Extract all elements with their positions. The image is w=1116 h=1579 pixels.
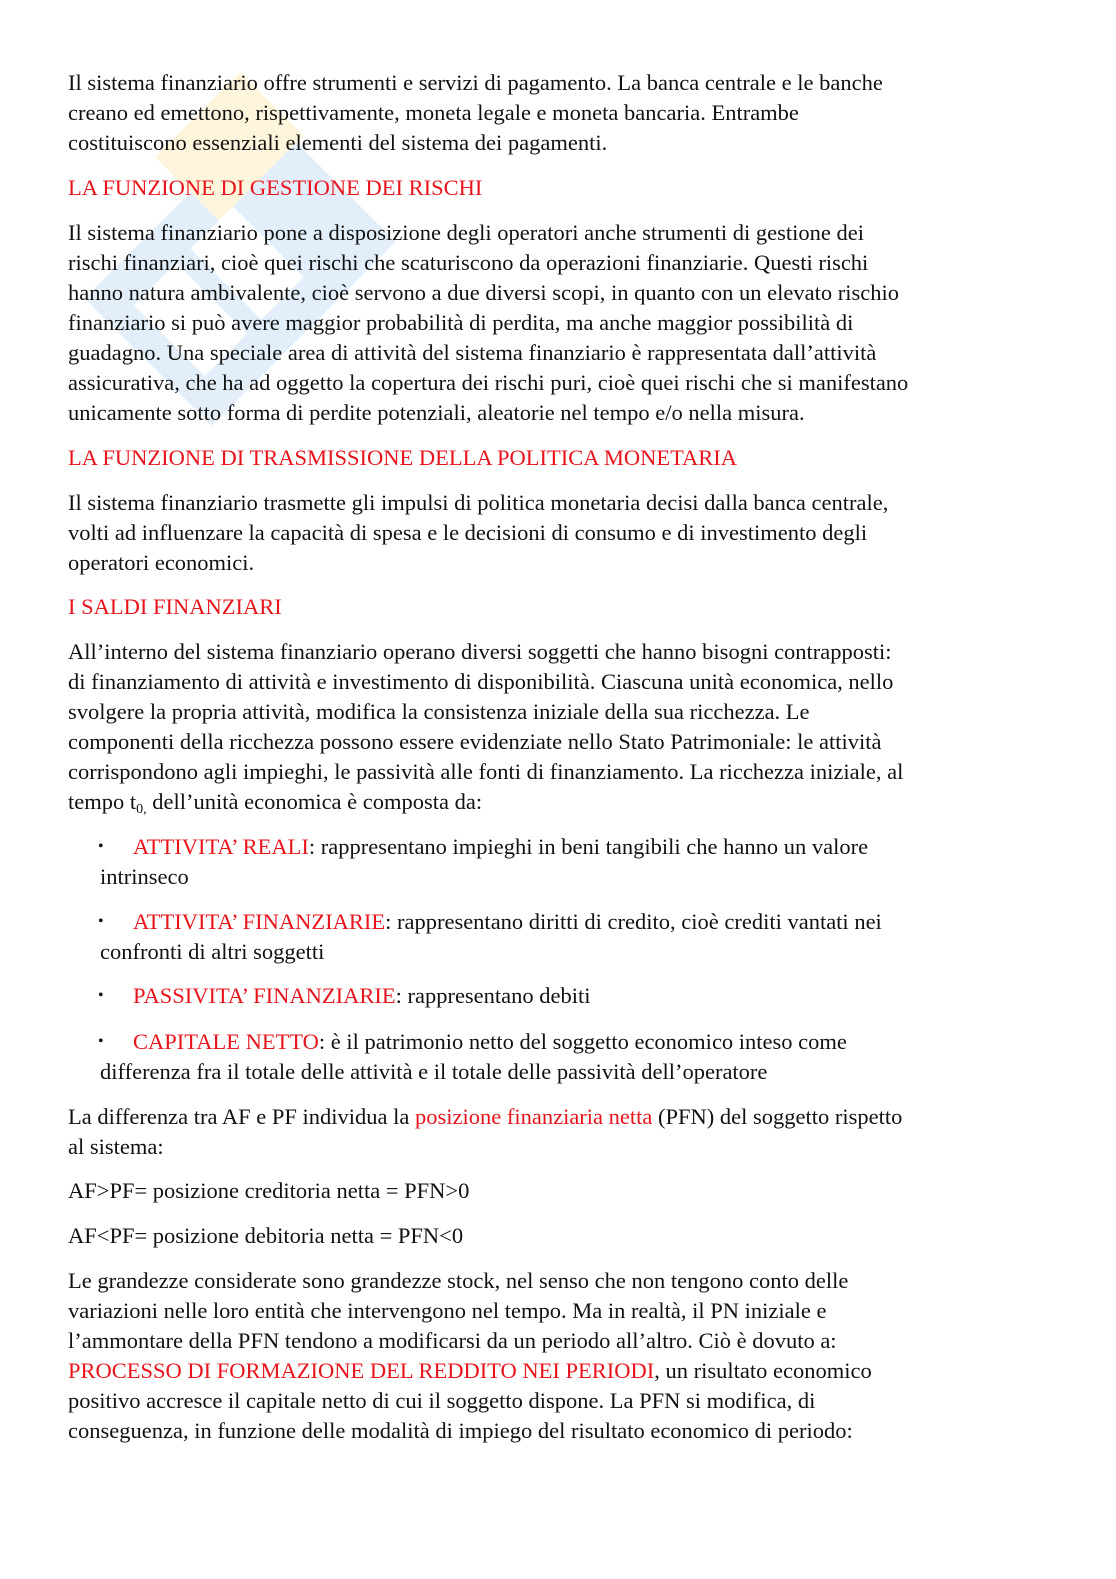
text-line <box>68 1416 872 1446</box>
text-run: tempo t <box>68 789 137 814</box>
text-line <box>68 488 888 518</box>
text-run: : è il patrimonio netto del soggetto economico inteso come <box>318 1029 847 1054</box>
text-run: AF<PF= posizione debitoria netta = PFN<0 <box>68 1223 464 1248</box>
bullet-icon: • <box>98 913 104 930</box>
text-line <box>68 667 903 697</box>
text-line <box>68 1132 902 1162</box>
text-run: rischi finanziari, cioè quei rischi che scaturiscono da operazioni finanziarie. Questi rischi <box>68 250 869 275</box>
text-line <box>68 443 737 473</box>
text-run: hanno natura ambivalente, cioè servono a due diversi scopi, in quanto con un elevato rischio <box>68 280 899 305</box>
text-run: La differenza tra AF e PF individua la <box>68 1104 415 1129</box>
paragraph <box>68 1221 463 1251</box>
text-run: : rappresentano diritti di credito, cioè crediti vantati nei <box>385 909 882 934</box>
section-heading <box>68 592 282 622</box>
text-line <box>68 68 883 98</box>
text-run: assicurativa, che ha ad oggetto la copertura dei rischi puri, cioè quei rischi che si manifestano <box>68 370 909 395</box>
text-run: Le grandezze considerate sono grandezze stock, nel senso che non tengono conto delle <box>68 1268 849 1293</box>
text-line <box>68 548 888 578</box>
paragraph <box>68 1176 469 1206</box>
bullet-item <box>100 907 882 967</box>
text-line <box>68 368 908 398</box>
text-run: variazioni nelle loro entità che intervengono nel tempo. Ma in realtà, il PN iniziale e <box>68 1298 827 1323</box>
paragraph <box>68 1102 902 1162</box>
paragraph <box>68 1266 872 1446</box>
text-run: creano ed emettono, rispettivamente, moneta legale e moneta bancaria. Entrambe <box>68 100 799 125</box>
text-run: , un risultato economico <box>654 1358 872 1383</box>
text-run: corrispondono agli impieghi, le passività alle fonti di finanziamento. La ricchezza iniziale, al <box>68 759 904 784</box>
text-run: dell’unità economica è composta da: <box>146 789 483 814</box>
text-run: al sistema: <box>68 1134 164 1159</box>
text-run: Il sistema finanziario trasmette gli impulsi di politica monetaria decisi dalla banca centrale, <box>68 490 889 515</box>
text-run: : rappresentano impieghi in beni tangibili che hanno un valore <box>308 834 869 859</box>
text-run: guadagno. Una speciale area di attività del sistema finanziario è rappresentata dall’attività <box>68 340 877 365</box>
text-run: conseguenza, in funzione delle modalità di impiego del risultato economico di periodo: <box>68 1418 853 1443</box>
text-line <box>100 937 882 967</box>
bullet-icon: • <box>98 838 104 855</box>
highlighted-term: PASSIVITA’ FINANZIARIE <box>133 983 396 1008</box>
bullet-icon: • <box>98 987 104 1004</box>
text-line <box>68 1326 872 1356</box>
text-run: componenti della ricchezza possono essere evidenziate nello Stato Patrimoniale: le attività <box>68 729 882 754</box>
text-line <box>100 1057 847 1087</box>
paragraph <box>68 218 908 428</box>
text-run: unicamente sotto forma di perdite potenziali, aleatorie nel tempo e/o nella misura. <box>68 400 805 425</box>
text-line <box>68 1386 872 1416</box>
highlighted-term: ATTIVITA’ REALI <box>133 834 309 859</box>
highlighted-term: CAPITALE NETTO <box>133 1029 319 1054</box>
text-run: 0, <box>136 802 147 817</box>
text-run: svolgere la propria attività, modifica la consistenza iniziale della sua ricchezza. Le <box>68 699 810 724</box>
text-line <box>100 1027 847 1057</box>
text-line <box>100 862 868 892</box>
text-run: l’ammontare della PFN tendono a modificarsi da un periodo all’altro. Ciò è dovuto a: <box>68 1328 837 1353</box>
text-line <box>68 1266 872 1296</box>
paragraph <box>68 488 888 578</box>
text-line <box>68 1176 469 1206</box>
text-line <box>68 248 908 278</box>
text-line <box>68 338 908 368</box>
highlighted-term: LA FUNZIONE DI GESTIONE DEI RISCHI <box>68 175 483 200</box>
text-run: intrinseco <box>100 864 189 889</box>
text-run: All’interno del sistema finanziario operano diversi soggetti che hanno bisogni contrapposti: <box>68 639 892 664</box>
bullet-item <box>100 832 868 892</box>
text-line <box>68 1356 872 1386</box>
text-run: costituiscono essenziali elementi del sistema dei pagamenti. <box>68 130 608 155</box>
text-line <box>68 173 482 203</box>
text-line <box>68 1221 463 1251</box>
text-run: : rappresentano debiti <box>395 983 591 1008</box>
highlighted-term: I SALDI FINANZIARI <box>68 594 282 619</box>
highlighted-term: PROCESSO DI FORMAZIONE DEL REDDITO NEI PERIODI <box>68 1358 655 1383</box>
text-run: positivo accresce il capitale netto di cui il soggetto dispone. La PFN si modifica, di <box>68 1388 816 1413</box>
highlighted-term: LA FUNZIONE DI TRASMISSIONE DELLA POLITICA MONETARIA <box>68 445 738 470</box>
section-heading <box>68 443 737 473</box>
text-line <box>100 832 868 862</box>
text-run: AF>PF= posizione creditoria netta = PFN>0 <box>68 1178 470 1203</box>
bullet-item <box>100 981 591 1011</box>
text-line <box>68 98 883 128</box>
text-line <box>68 592 282 622</box>
bullet-item <box>100 1027 847 1087</box>
text-line <box>68 1296 872 1326</box>
text-run: finanziario si può avere maggior probabilità di perdita, ma anche maggior possibilità di <box>68 310 854 335</box>
text-line <box>68 637 903 667</box>
text-line <box>68 727 903 757</box>
text-line <box>100 981 591 1011</box>
text-line <box>68 278 908 308</box>
text-line <box>100 907 882 937</box>
text-run: Il sistema finanziario pone a disposizione degli operatori anche strumenti di gestione dei <box>68 220 865 245</box>
text-run: Il sistema finanziario offre strumenti e servizi di pagamento. La banca centrale e le banche <box>68 70 883 95</box>
highlighted-term: ATTIVITA’ FINANZIARIE <box>133 909 386 934</box>
text-run: volti ad influenzare la capacità di spesa e le decisioni di consumo e di investimento degli <box>68 520 868 545</box>
text-run: di finanziamento di attività e investimento di disponibilità. Ciascuna unità economica, nello <box>68 669 894 694</box>
text-line <box>68 128 883 158</box>
paragraph <box>68 68 883 158</box>
text-line <box>68 757 903 787</box>
text-line <box>68 398 908 428</box>
text-run: (PFN) del soggetto rispetto <box>652 1104 903 1129</box>
text-run: differenza fra il totale delle attività e il totale delle passività dell’operatore <box>100 1059 768 1084</box>
text-line <box>68 787 903 817</box>
text-run: operatori economici. <box>68 550 255 575</box>
text-line <box>68 308 908 338</box>
text-line <box>68 1102 902 1132</box>
section-heading <box>68 173 482 203</box>
paragraph <box>68 637 903 817</box>
text-line <box>68 518 888 548</box>
bullet-icon: • <box>98 1033 104 1050</box>
text-line <box>68 218 908 248</box>
highlighted-term: posizione finanziaria netta <box>415 1104 653 1129</box>
text-line <box>68 697 903 727</box>
text-run: confronti di altri soggetti <box>100 939 325 964</box>
